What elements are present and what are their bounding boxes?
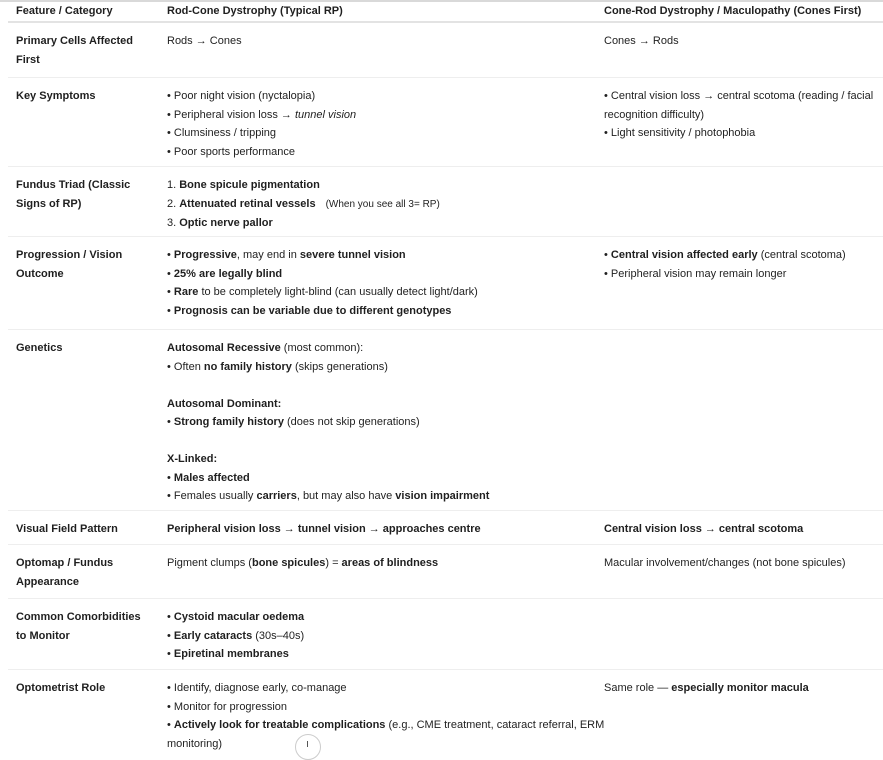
cell-line (167, 265, 588, 284)
feature-label-line: Common Comorbidities (16, 611, 141, 623)
table-body (8, 22, 883, 759)
cell-text: 3. (167, 217, 180, 229)
feature-label-line: Optomap / Fundus (16, 557, 114, 569)
cell-line (167, 246, 588, 265)
cell-text: • Poor sports performance (167, 145, 295, 158)
cell-line (604, 87, 875, 106)
feature-cell (8, 330, 159, 511)
cone-cell (596, 599, 883, 670)
feature-cell (8, 78, 159, 167)
cell-line (167, 283, 588, 302)
cell-text: • Peripheral vision loss → (167, 108, 295, 121)
cone-cell (596, 22, 883, 78)
cell-text: carriers (256, 490, 297, 502)
table-row (8, 330, 883, 511)
cell-text: (e.g., CME treatment, cataract referral, ERM (385, 719, 605, 731)
cell-text: • Central vision loss → central scotoma (reading / facial (604, 90, 874, 102)
cell-line (167, 87, 588, 106)
cell-text: • (167, 471, 174, 484)
cell-line (604, 106, 875, 125)
header-feature: Feature / Category (8, 0, 159, 22)
cone-cell (596, 330, 883, 511)
cell-line (167, 195, 588, 215)
cell-line (167, 520, 588, 539)
feature-cell (8, 167, 159, 237)
cell-text: Cystoid macular oedema (173, 611, 305, 623)
cell-text: Epiretinal membranes (173, 648, 289, 660)
cell-line (167, 143, 588, 162)
cell-text: Males affected (173, 471, 250, 484)
cell-text: • (167, 416, 174, 428)
cell-text: • (167, 249, 174, 261)
cell-text: , may end in (236, 249, 300, 261)
cell-line (167, 302, 588, 321)
cell-text: (skips generations) (291, 360, 388, 373)
cone-cell (596, 237, 883, 330)
feature-label-line: Outcome (16, 267, 64, 280)
cell-line (604, 554, 875, 573)
feature-label-line: First (16, 53, 40, 66)
feature-label-line: Fundus Triad (Classic (16, 179, 131, 191)
cell-line (604, 32, 875, 51)
cell-line (167, 450, 588, 469)
cell-text: Early cataracts (173, 629, 253, 642)
table-row (8, 78, 883, 167)
cell-text: monitoring) (167, 737, 223, 750)
table-row (8, 599, 883, 670)
cell-line (604, 246, 875, 265)
cell-text: • (604, 249, 611, 261)
cell-text: • (167, 267, 174, 280)
cell-line (167, 432, 588, 451)
cell-line (167, 716, 605, 735)
table-row (8, 22, 883, 78)
table-row (8, 545, 883, 599)
cell-line (167, 32, 588, 51)
table-row (8, 167, 883, 237)
cell-line (167, 608, 588, 627)
cone-cell (596, 511, 883, 545)
cell-text: • (167, 286, 174, 298)
cell-text: 1. (167, 179, 180, 191)
cell-text: • (167, 611, 174, 623)
cell-text: 25% are legally blind (173, 267, 283, 280)
cell-text: (most common): (280, 342, 364, 354)
cell-text: Cones → Rods (604, 35, 679, 47)
cell-text: Attenuated retinal vessels (179, 197, 316, 210)
rod-cell (159, 330, 596, 511)
cell-line (167, 627, 588, 646)
cell-text: ) = (325, 557, 342, 569)
cell-text: Peripheral vision loss → tunnel vision → approaches centre (167, 523, 481, 535)
rod-cell (159, 511, 596, 545)
cell-line (167, 698, 588, 717)
cell-text: no family history (203, 360, 292, 373)
comparison-table (8, 0, 883, 759)
cell-text: Optic nerve pallor (179, 217, 273, 229)
cell-text: • Clumsiness / tripping (167, 127, 277, 139)
feature-label-line: Primary Cells Affected (16, 35, 133, 47)
rod-cell (159, 78, 596, 167)
cell-text: Pigment clumps ( (167, 557, 252, 569)
cell-line (167, 358, 588, 377)
feature-label-line: Progression / Vision (16, 249, 123, 261)
cell-line (167, 469, 588, 488)
arrow-down-icon (307, 741, 308, 747)
cell-text: • Peripheral vision may remain longer (604, 267, 787, 280)
cell-text: Bone spicule pigmentation (179, 179, 320, 191)
cell-text: , but may also have (296, 490, 396, 502)
rod-cell (159, 22, 596, 78)
cell-text: areas of blindness (341, 557, 439, 569)
cell-text: Macular involvement/changes (not bone spicules) (604, 557, 846, 569)
cell-text: bone spicules (251, 557, 326, 569)
cell-text: • (167, 648, 174, 660)
feature-label-line: Signs of RP) (16, 197, 82, 210)
cell-text: (does not skip generations) (283, 416, 420, 428)
cell-line (167, 395, 588, 414)
cell-line (167, 554, 588, 573)
cell-line (167, 339, 588, 358)
cell-text: to be completely light-blind (can usually detect light/dark) (198, 286, 478, 298)
cell-line (167, 124, 588, 143)
cell-line (167, 176, 588, 195)
cell-text: (30s–40s) (252, 629, 305, 642)
cell-text: (When you see all 3= RP) (325, 198, 440, 210)
cell-text: • (167, 719, 174, 731)
cell-text: • (167, 629, 174, 642)
cell-line (604, 124, 875, 143)
rod-cell (159, 599, 596, 670)
cone-cell (596, 545, 883, 599)
rod-cell (159, 670, 605, 760)
cell-text: Same role — (604, 682, 672, 694)
feature-label-line: Appearance (16, 575, 79, 588)
cell-line (604, 520, 875, 539)
feature-cell (8, 237, 159, 330)
cell-line (167, 106, 588, 125)
cell-line (167, 487, 588, 506)
cell-text: vision impairment (395, 490, 490, 502)
cell-text: 2. (167, 197, 180, 210)
cell-text: tunnel vision (294, 108, 357, 121)
cell-text: Rods → Cones (167, 35, 242, 47)
cell-text: Central vision loss → central scotoma (604, 523, 804, 535)
cell-line (167, 679, 588, 698)
feature-cell (8, 511, 159, 545)
cone-cell (596, 167, 883, 237)
rod-cell (159, 167, 596, 237)
feature-label-line: Genetics (16, 342, 63, 354)
feature-cell (8, 545, 159, 599)
cell-text: • Poor night vision (nyctalopia) (167, 90, 316, 102)
cell-text: • (167, 304, 174, 317)
cone-cell (596, 670, 883, 760)
feature-cell (8, 22, 159, 78)
cell-line (167, 214, 588, 233)
feature-label-line: Key Symptoms (16, 90, 96, 102)
cell-text: Rare (173, 286, 199, 298)
cell-text: severe tunnel vision (299, 249, 406, 261)
feature-cell (8, 599, 159, 670)
cell-text: • Monitor for progression (167, 700, 288, 713)
cell-text: Central vision affected early (610, 249, 758, 261)
table-header-row (8, 0, 883, 22)
cell-line (167, 645, 588, 664)
cell-text: Autosomal Recessive (167, 342, 281, 354)
table-row (8, 670, 883, 760)
table-row (8, 511, 883, 545)
cell-text: Strong family history (173, 416, 284, 428)
rod-cell (159, 545, 596, 599)
cell-line (604, 679, 875, 698)
cell-text: • Identify, diagnose early, co-manage (167, 682, 347, 694)
cell-text: X-Linked: (167, 453, 218, 465)
cell-line (167, 376, 588, 395)
feature-label-line: Optometrist Role (16, 682, 106, 694)
cell-text: • Often (167, 360, 204, 373)
cell-text: recognition difficulty) (604, 108, 705, 121)
cell-line (604, 265, 875, 284)
cell-text: • Light sensitivity / photophobia (604, 127, 756, 139)
cell-text: (central scotoma) (757, 249, 846, 261)
cell-text: Actively look for treatable complications (173, 719, 386, 731)
feature-label-line: to Monitor (16, 629, 70, 642)
feature-label-line: Visual Field Pattern (16, 523, 118, 535)
cell-line (167, 413, 588, 432)
cell-text: especially monitor macula (671, 682, 809, 694)
header-cone-rod: Cone-Rod Dystrophy / Maculopathy (Cones First) (596, 0, 883, 22)
rod-cell (159, 237, 596, 330)
cell-text: Autosomal Dominant: (167, 397, 282, 410)
cell-text: • Females usually (167, 490, 257, 502)
table-row (8, 237, 883, 330)
scroll-down-button[interactable] (295, 734, 321, 760)
header-rod-cone: Rod-Cone Dystrophy (Typical RP) (159, 0, 596, 22)
cell-text: Progressive (173, 249, 237, 261)
feature-cell (8, 670, 159, 760)
cone-cell (596, 78, 883, 167)
cell-text: Prognosis can be variable due to different genotypes (173, 304, 452, 317)
